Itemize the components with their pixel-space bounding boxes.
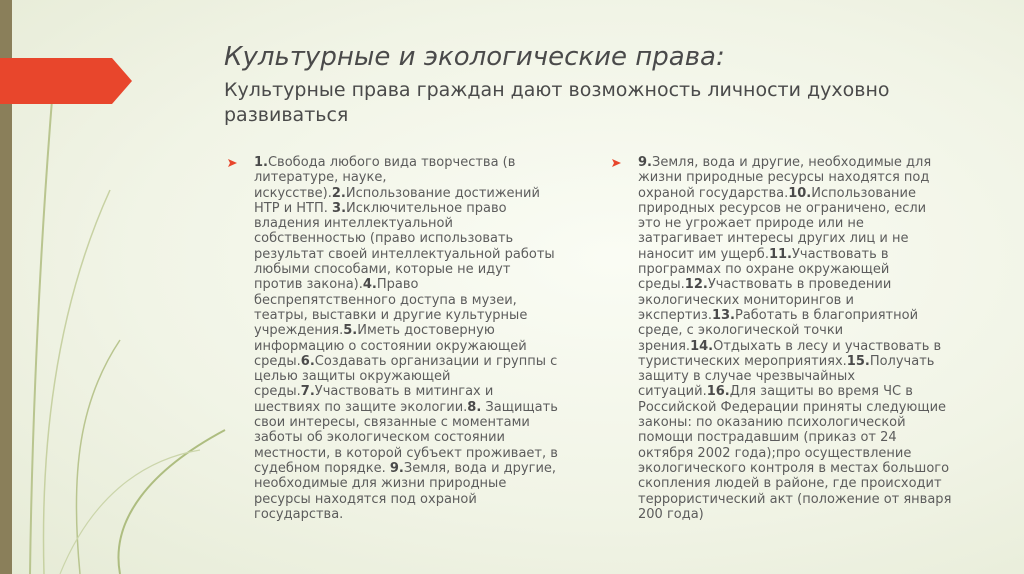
arrow-bullet-icon (228, 159, 237, 167)
left-column (228, 155, 558, 522)
title-block (224, 40, 984, 128)
slide-subtitle: Культурные права граждан дают возможность личности духовно развиваться (224, 79, 890, 126)
arrow-bullet-icon (612, 159, 621, 167)
left-column-text: 1.Свобода любого вида творчества (в литературе, науке, искусстве).2.Использование достижений НТР и НТП. 3.Исключительное право владения интеллектуальной собственностью (право использовать результат своей интеллектуальной работы любыми способами, которые не идут против закона).4.Право беспрепятственного доступа в музеи, театры, выставки и другие культурные учреждения.5.Иметь достоверную информацию о состоянии окружающей среды.6.Создавать организации и группы с целью защиты окружающей среды.7.Участвовать в митингах и шествиях по защите экологии.8. Защищать свои интересы, связанные с моментами заботы об экологическом состоянии местности, в которой субъект проживает, в судебном порядке. 9.Земля, вода и другие, необходимые для жизни природные ресурсы находятся под охраной государства. (254, 155, 558, 522)
arrow-right-icon (0, 58, 132, 104)
right-column (612, 155, 952, 522)
right-column-text: 9.Земля, вода и другие, необходимые для жизни природные ресурсы находятся под охраной государства.10.Использование природных ресурсов не ограничено, если это не угрожает природе или не затрагивает интересы других лиц и не наносит им ущерб.11.Участвовать в программах по охране окружающей среды.12.Участвовать в проведении экологических мониторингов и экспертиз.13.Работать в благоприятной среде, с экологической точки зрения.14.Отдыхать в лесу и участвовать в туристических мероприятиях.15.Получать защиту в случае чрезвычайных ситуаций.16.Для защиты во время ЧС в Российской Федерации приняты следующие законы: по оказанию психологической помощи пострадавшим (приказ от 24 октября 2002 года);про осуществление экологического контроля в местах большого скопления людей в районе, где происходит террористический акт (положение от января 200 года) (638, 155, 952, 522)
slide-title: Культурные и экологические права: (224, 42, 725, 72)
